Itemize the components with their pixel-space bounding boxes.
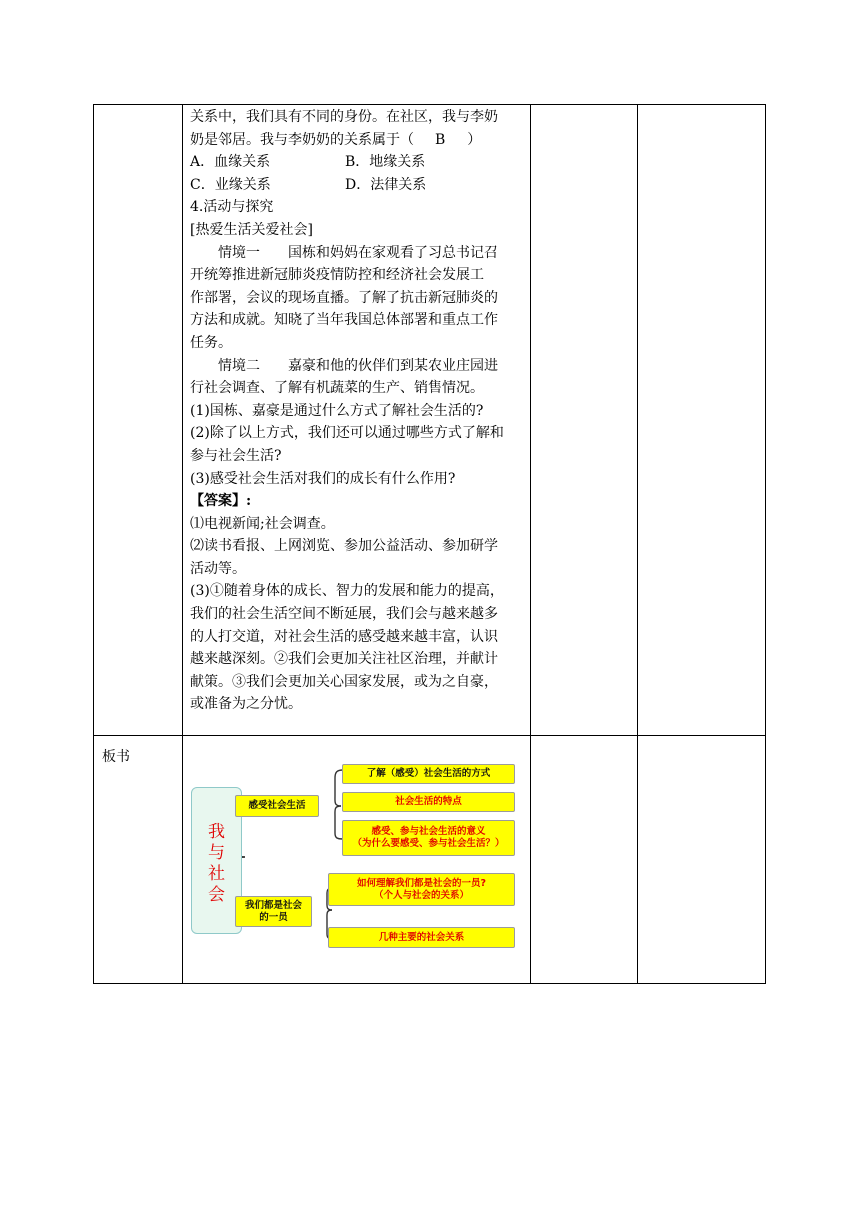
lesson-table xyxy=(93,104,766,984)
root-char: 会 xyxy=(208,885,225,905)
scenario-text: 国栋和妈妈在家观看了习总书记召 xyxy=(288,244,498,261)
node-significance-line: （为什么要感受、参与社会生活？） xyxy=(352,838,505,849)
board-label: 板书 xyxy=(102,749,130,765)
root-label xyxy=(192,822,241,906)
node-significance-line: 感受、参与社会生活的意义 xyxy=(371,826,486,837)
scenario-two xyxy=(190,355,524,378)
table-row xyxy=(94,736,766,984)
scenario-line: 方法和成就。知晓了当年我国总体部署和重点工作 xyxy=(190,312,498,329)
branch-line: 我们都是社会 xyxy=(244,899,302,911)
node-ways-to-understand: 了解（感受）社会生活的方式 xyxy=(342,764,515,784)
mind-map xyxy=(183,736,530,966)
question-answer: B xyxy=(435,131,446,148)
answer-3: 献策。③我们会更加关心国家发展，或为之自豪， xyxy=(190,673,498,690)
content-cell xyxy=(183,105,531,736)
node-features: 社会生活的特点 xyxy=(342,792,515,812)
root-char: 我 xyxy=(208,822,225,842)
scenario-text: 嘉豪和他的伙伴们到某农业庄园进 xyxy=(288,357,498,374)
table-row xyxy=(94,105,766,736)
answer-2: ⑵读书看报、上网浏览、参加公益活动、参加研学 xyxy=(190,538,498,555)
answer-3: (3)①随着身体的成长、智力的发展和能力的提高， xyxy=(190,583,504,600)
question-3: (3)感受社会生活对我们的成长有什么作用? xyxy=(190,470,456,487)
option-b: B．地缘关系 xyxy=(345,154,426,171)
empty-cell xyxy=(638,736,766,984)
question-2: (2)除了以上方式，我们还可以通过哪些方式了解和 xyxy=(190,425,504,442)
root-char: 社 xyxy=(208,864,225,884)
answer-3: 我们的社会生活空间不断延展，我们会与越来越多 xyxy=(190,606,498,623)
content-text xyxy=(183,105,530,716)
option-d: D．法律关系 xyxy=(345,176,427,193)
branch-we-are-members xyxy=(235,896,312,927)
label-cell xyxy=(94,105,183,736)
option-a: A．血缘关系 xyxy=(190,154,271,171)
branch-feel-social-life: 感受社会生活 xyxy=(235,795,319,817)
node-significance xyxy=(342,820,515,856)
scenario-label: 情境一 xyxy=(218,244,260,261)
answer-label: 【答案】: xyxy=(190,493,252,510)
option-row xyxy=(190,151,524,174)
scenario-label: 情境二 xyxy=(218,357,260,374)
label-cell xyxy=(94,736,183,984)
answer-3: 越来越深刻。②我们会更加关注社区治理，并献计 xyxy=(190,651,498,668)
node-line: （个人与社会的关系） xyxy=(373,889,469,901)
option-row xyxy=(190,174,524,197)
scenario-one xyxy=(190,242,524,265)
answer-1: ⑴电视新闻;社会调查。 xyxy=(190,515,335,532)
node-line: 如何理解我们都是社会的一员? xyxy=(356,877,486,889)
question-1: (1)国栋、嘉豪是通过什么方式了解社会生活的? xyxy=(190,402,484,419)
question-line xyxy=(190,129,524,152)
empty-cell xyxy=(531,105,638,736)
node-social-relations: 几种主要的社会关系 xyxy=(328,927,515,948)
node-understanding-members xyxy=(328,873,515,906)
question-text: 奶是邻居。我与李奶奶的关系属于（ xyxy=(190,131,414,148)
option-c: C．业缘关系 xyxy=(190,176,271,193)
answer-3: 或准备为之分忧。 xyxy=(190,696,302,713)
empty-cell xyxy=(638,105,766,736)
question-paren: ） xyxy=(467,131,482,148)
question-line: 关系中，我们具有不同的身份。在社区，我与李奶 xyxy=(190,109,498,125)
question-2: 参与社会生活? xyxy=(190,447,282,464)
scenario-line: 作部署，会议的现场直播。了解了抗击新冠肺炎的 xyxy=(190,289,498,306)
answer-2: 活动等。 xyxy=(190,560,246,577)
root-char: 与 xyxy=(208,843,225,863)
activity-topic: [热爱生活关爱社会] xyxy=(190,221,313,238)
activity-heading: 4.活动与探究 xyxy=(190,199,274,216)
empty-cell xyxy=(531,736,638,984)
scenario-line: 开统筹推进新冠肺炎疫情防控和经济社会发展工 xyxy=(190,267,484,284)
answer-3: 的人打交道，对社会生活的感受越来越丰富，认识 xyxy=(190,628,498,645)
scenario-line: 任务。 xyxy=(190,334,232,351)
branch-line: 的一员 xyxy=(259,911,288,923)
scenario-line: 行社会调查、了解有机蔬菜的生产、销售情况。 xyxy=(190,380,484,397)
board-cell xyxy=(183,736,531,984)
